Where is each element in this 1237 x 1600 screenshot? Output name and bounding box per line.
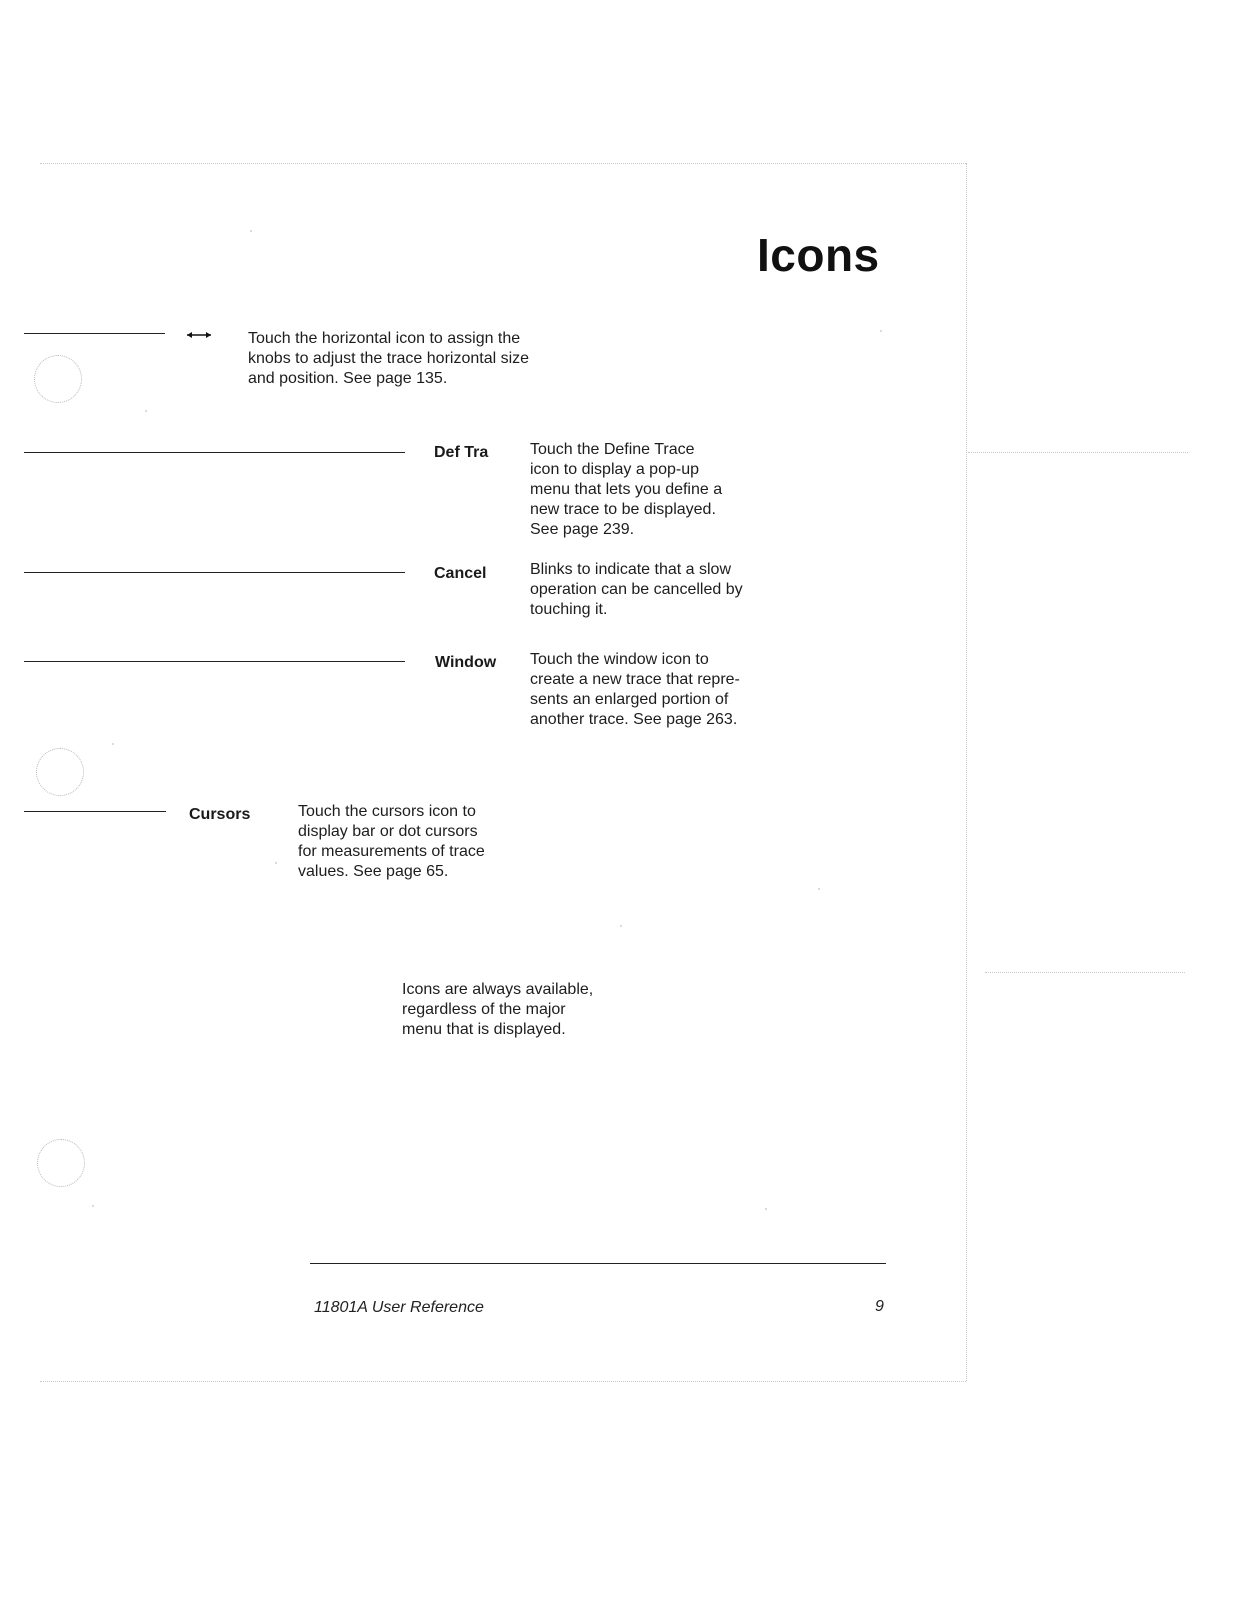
page-bottom-edge [40,1381,966,1382]
description-line: Blinks to indicate that a slow [530,561,731,578]
description-line: Touch the window icon to [530,651,709,668]
entry-rule-cursors [24,811,166,812]
entry-rule-window [24,661,405,662]
entry-description-cursors [298,802,538,882]
note-line: menu that is displayed. [402,1021,566,1038]
speck [112,743,114,745]
binder-hole-middle [36,748,84,796]
page-number: 9 [875,1298,884,1315]
speck [92,1205,94,1207]
entry-description-def-tra [530,440,790,540]
description-line: icon to display a pop-up [530,461,699,478]
page-top-edge [40,163,966,164]
tab-edge-upper [968,452,1188,453]
entry-description-cancel [530,560,800,620]
speck [275,862,277,864]
footer-title: 11801A User Reference [314,1299,484,1316]
entry-description-horizontal [248,329,588,389]
description-line: and position. See page 135. [248,370,448,387]
speck [250,230,252,232]
icon-label-window: Window [435,654,497,671]
description-line: operation can be cancelled by [530,581,743,598]
speck [620,925,622,927]
binder-hole-bottom [37,1139,85,1187]
description-line: create a new trace that repre- [530,671,740,688]
binder-hole-top [34,355,82,403]
entry-rule-horizontal [24,333,165,334]
description-line: menu that lets you define a [530,481,723,498]
page-title: Icons [757,229,880,281]
icon-label-cursors: Cursors [189,806,251,823]
description-line: for measurements of trace [298,843,485,860]
icon-label-def-tra: Def Tra [434,444,489,461]
description-line: display bar or dot cursors [298,823,478,840]
description-line: knobs to adjust the trace horizontal size [248,350,530,367]
description-line: Touch the horizontal icon to assign the [248,330,521,347]
description-line: Touch the cursors icon to [298,803,476,820]
entry-description-window [530,650,800,730]
description-line: sents an enlarged portion of [530,691,729,708]
tab-edge-lower [985,972,1185,973]
speck [765,1208,767,1210]
note-line: Icons are always available, [402,981,594,998]
icon-label-cancel: Cancel [434,565,487,582]
entry-rule-cancel [24,572,405,573]
description-line: Touch the Define Trace [530,441,695,458]
note-line: regardless of the major [402,1001,566,1018]
speck [880,330,882,332]
description-line: touching it. [530,601,608,618]
description-line: another trace. See page 263. [530,711,738,728]
description-line: values. See page 65. [298,863,449,880]
entry-rule-def-tra [24,452,405,453]
availability-note [402,980,682,1040]
description-line: new trace to be displayed. [530,501,716,518]
speck [818,888,820,890]
speck [145,410,147,412]
footer-rule [310,1263,886,1264]
description-line: See page 239. [530,521,635,538]
page-right-edge [966,163,967,1381]
horizontal-arrows-icon [186,330,212,340]
